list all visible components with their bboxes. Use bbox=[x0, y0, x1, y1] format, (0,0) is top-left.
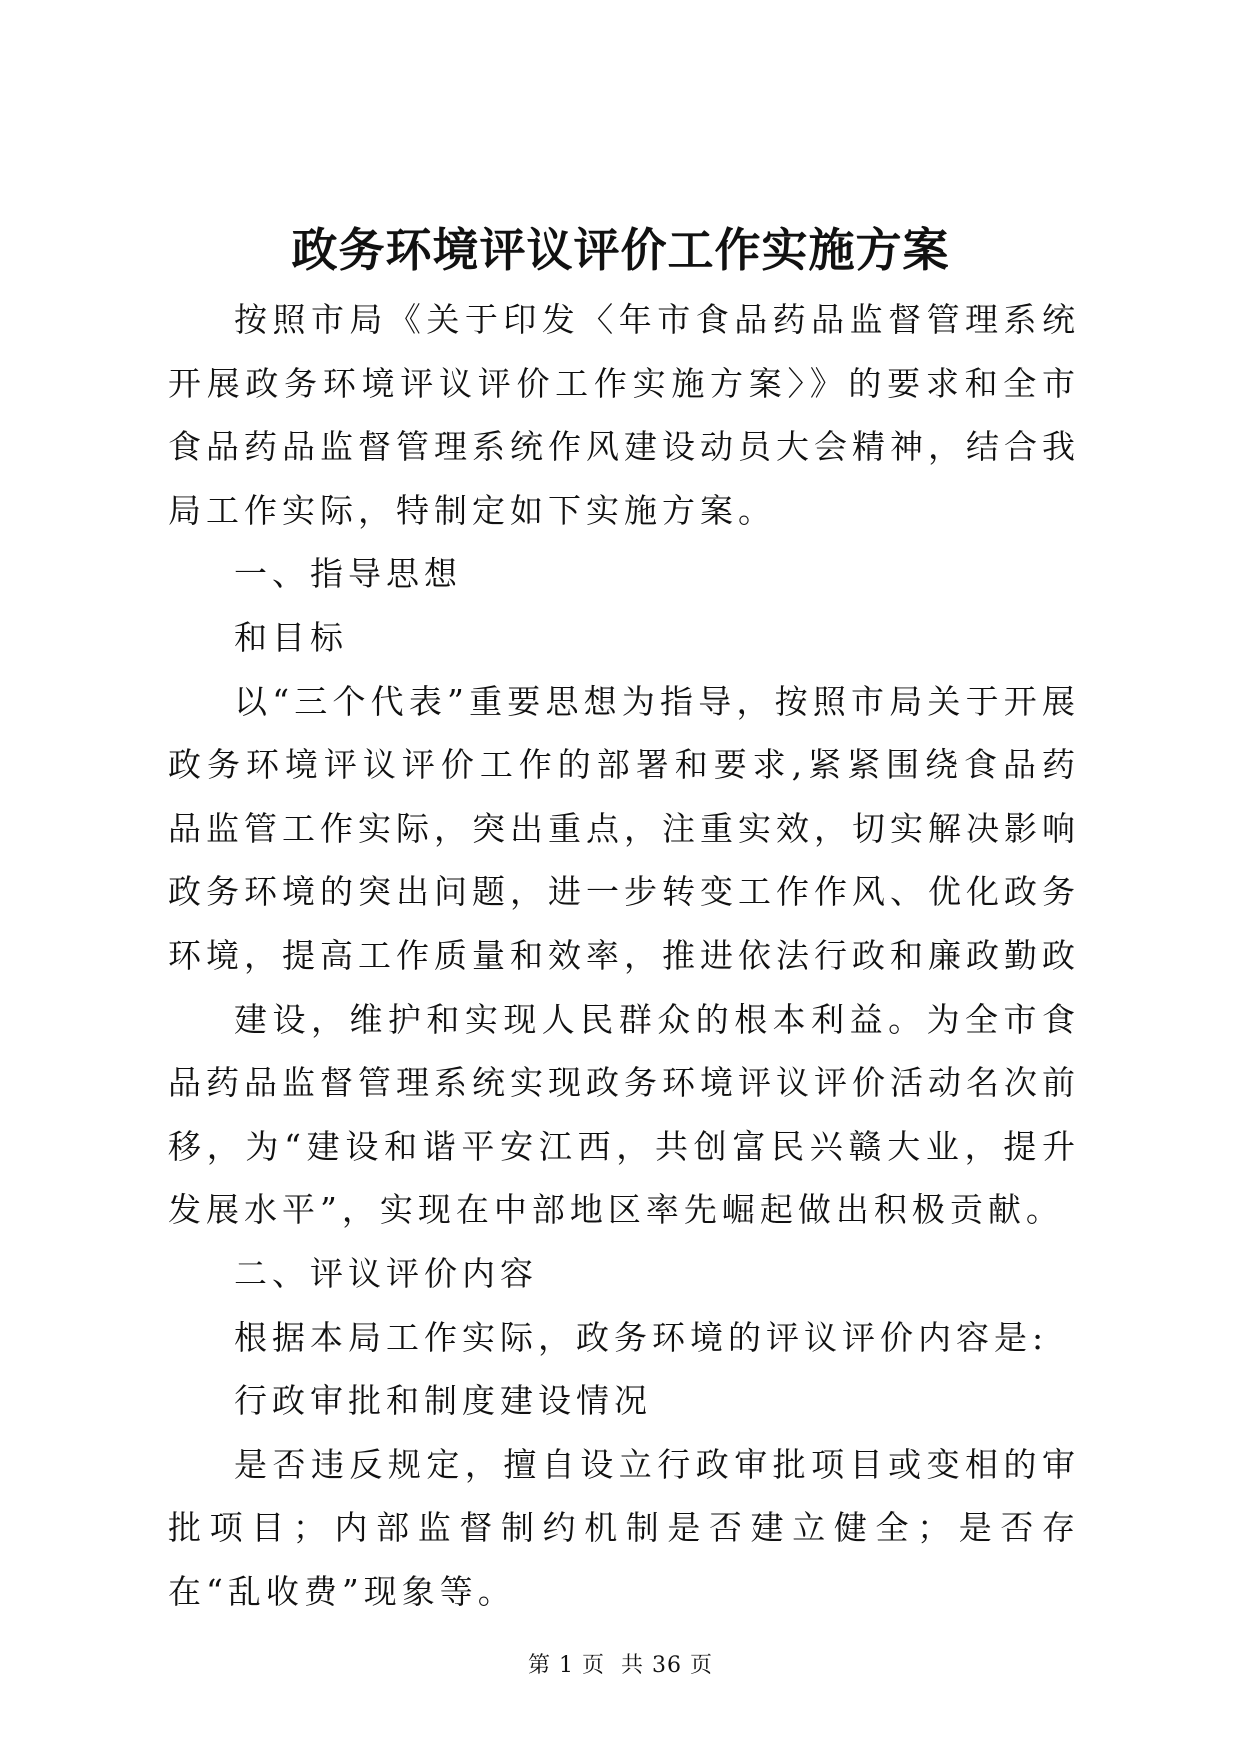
section-heading-goals: 和目标 bbox=[234, 617, 348, 657]
page-footer bbox=[0, 1652, 1241, 1680]
paragraph-construction: 建设，维护和实现人民群众的根本利益。为全市食品药品监督管理系统实现政务环境评议评价活动名次前移，为“建设和谐平安江西，共创富民兴赣大业，提升发展水平”，实现在中部地区率先崛起做出积极贡献。 bbox=[168, 999, 1080, 1230]
subheading-administrative-approval: 行政审批和制度建设情况 bbox=[234, 1381, 652, 1421]
page-number-label: 第 1 页 共 36 页 bbox=[528, 1653, 713, 1678]
document-body bbox=[168, 288, 1080, 1623]
document-title: 政务环境评议评价工作实施方案 bbox=[291, 223, 950, 277]
paragraph-administrative-approval: 是否违反规定，擅自设立行政审批项目或变相的审批项目；内部监督制约机制是否建立健全；是否存在“乱收费”现象等。 bbox=[168, 1444, 1080, 1611]
paragraph-intro: 按照市局《关于印发〈年市食品药品监督管理系统开展政务环境评议评价工作实施方案〉》的要求和全市食品药品监督管理系统作风建设动员大会精神，结合我局工作实际，特制定如下实施方案。 bbox=[168, 300, 1080, 530]
section-heading-guiding-thought: 一、指导思想 bbox=[234, 554, 462, 594]
section-heading-evaluation-content: 二、评议评价内容 bbox=[234, 1253, 538, 1293]
paragraph-evaluation-content: 根据本局工作实际，政务环境的评议评价内容是: bbox=[234, 1317, 1049, 1357]
paragraph-guiding-thought: 以“三个代表”重要思想为指导，按照市局关于开展政务环境评议评价工作的部署和要求,紧紧围绕食品药品监管工作实际，突出重点，注重实效，切实解决影响政务环境的突出问题，进一步转变工作作风、优化政务环境，提高工作质量和效率，推进依法行政和廉政勤政 bbox=[168, 681, 1080, 975]
